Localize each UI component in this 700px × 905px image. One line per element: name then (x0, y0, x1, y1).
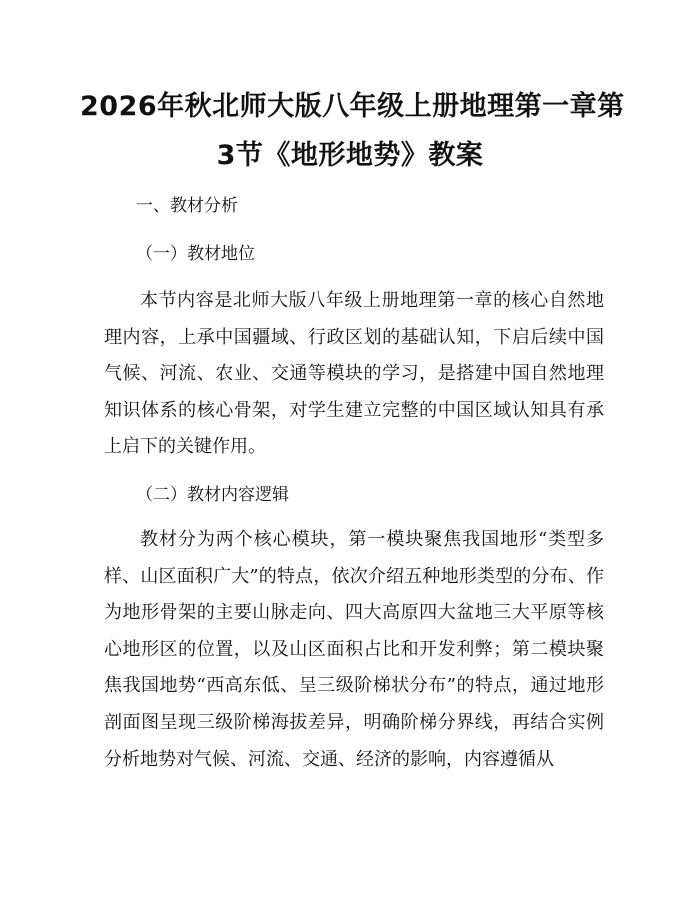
subsection-heading-content-logic: （二）教材内容逻辑 (136, 485, 289, 505)
document-title-line-1: 2026年秋北师大版八年级上册地理第一章第 (80, 91, 625, 122)
paragraph-textbook-status: 本节内容是北师大版八年级上册地理第一章的核心自然地理内容，上承中国疆域、行政区划的基础认知，下启后续中国气候、河流、农业、交通等模块的学习，是搭建中国自然地理知识体系的核心骨架，对学生建立完整的中国区域认知具有承上启下的关键作用。 (104, 290, 604, 458)
paragraph-content-logic: 教材分为两个核心模块，第一模块聚焦我国地形“类型多样、山区面积广大”的特点，依次介绍五种地形类型的分布、作为地形骨架的主要山脉走向、四大高原四大盆地三大平原等核心地形区的位置，以及山区面积占比和开发利弊；第二模块聚焦我国地势“西高东低、呈三级阶梯状分布”的特点，通过地形剖面图呈现三级阶梯海拔差异，明确阶梯分界线，再结合实例分析地势对气候、河流、交通、经济的影响，内容遵循从 (104, 529, 604, 770)
section-heading-textbook-analysis: 一、教材分析 (136, 196, 238, 216)
subsection-heading-textbook-status: （一）教材地位 (136, 244, 255, 264)
document-title-line-2: 3节《地形地势》教案 (216, 140, 484, 171)
